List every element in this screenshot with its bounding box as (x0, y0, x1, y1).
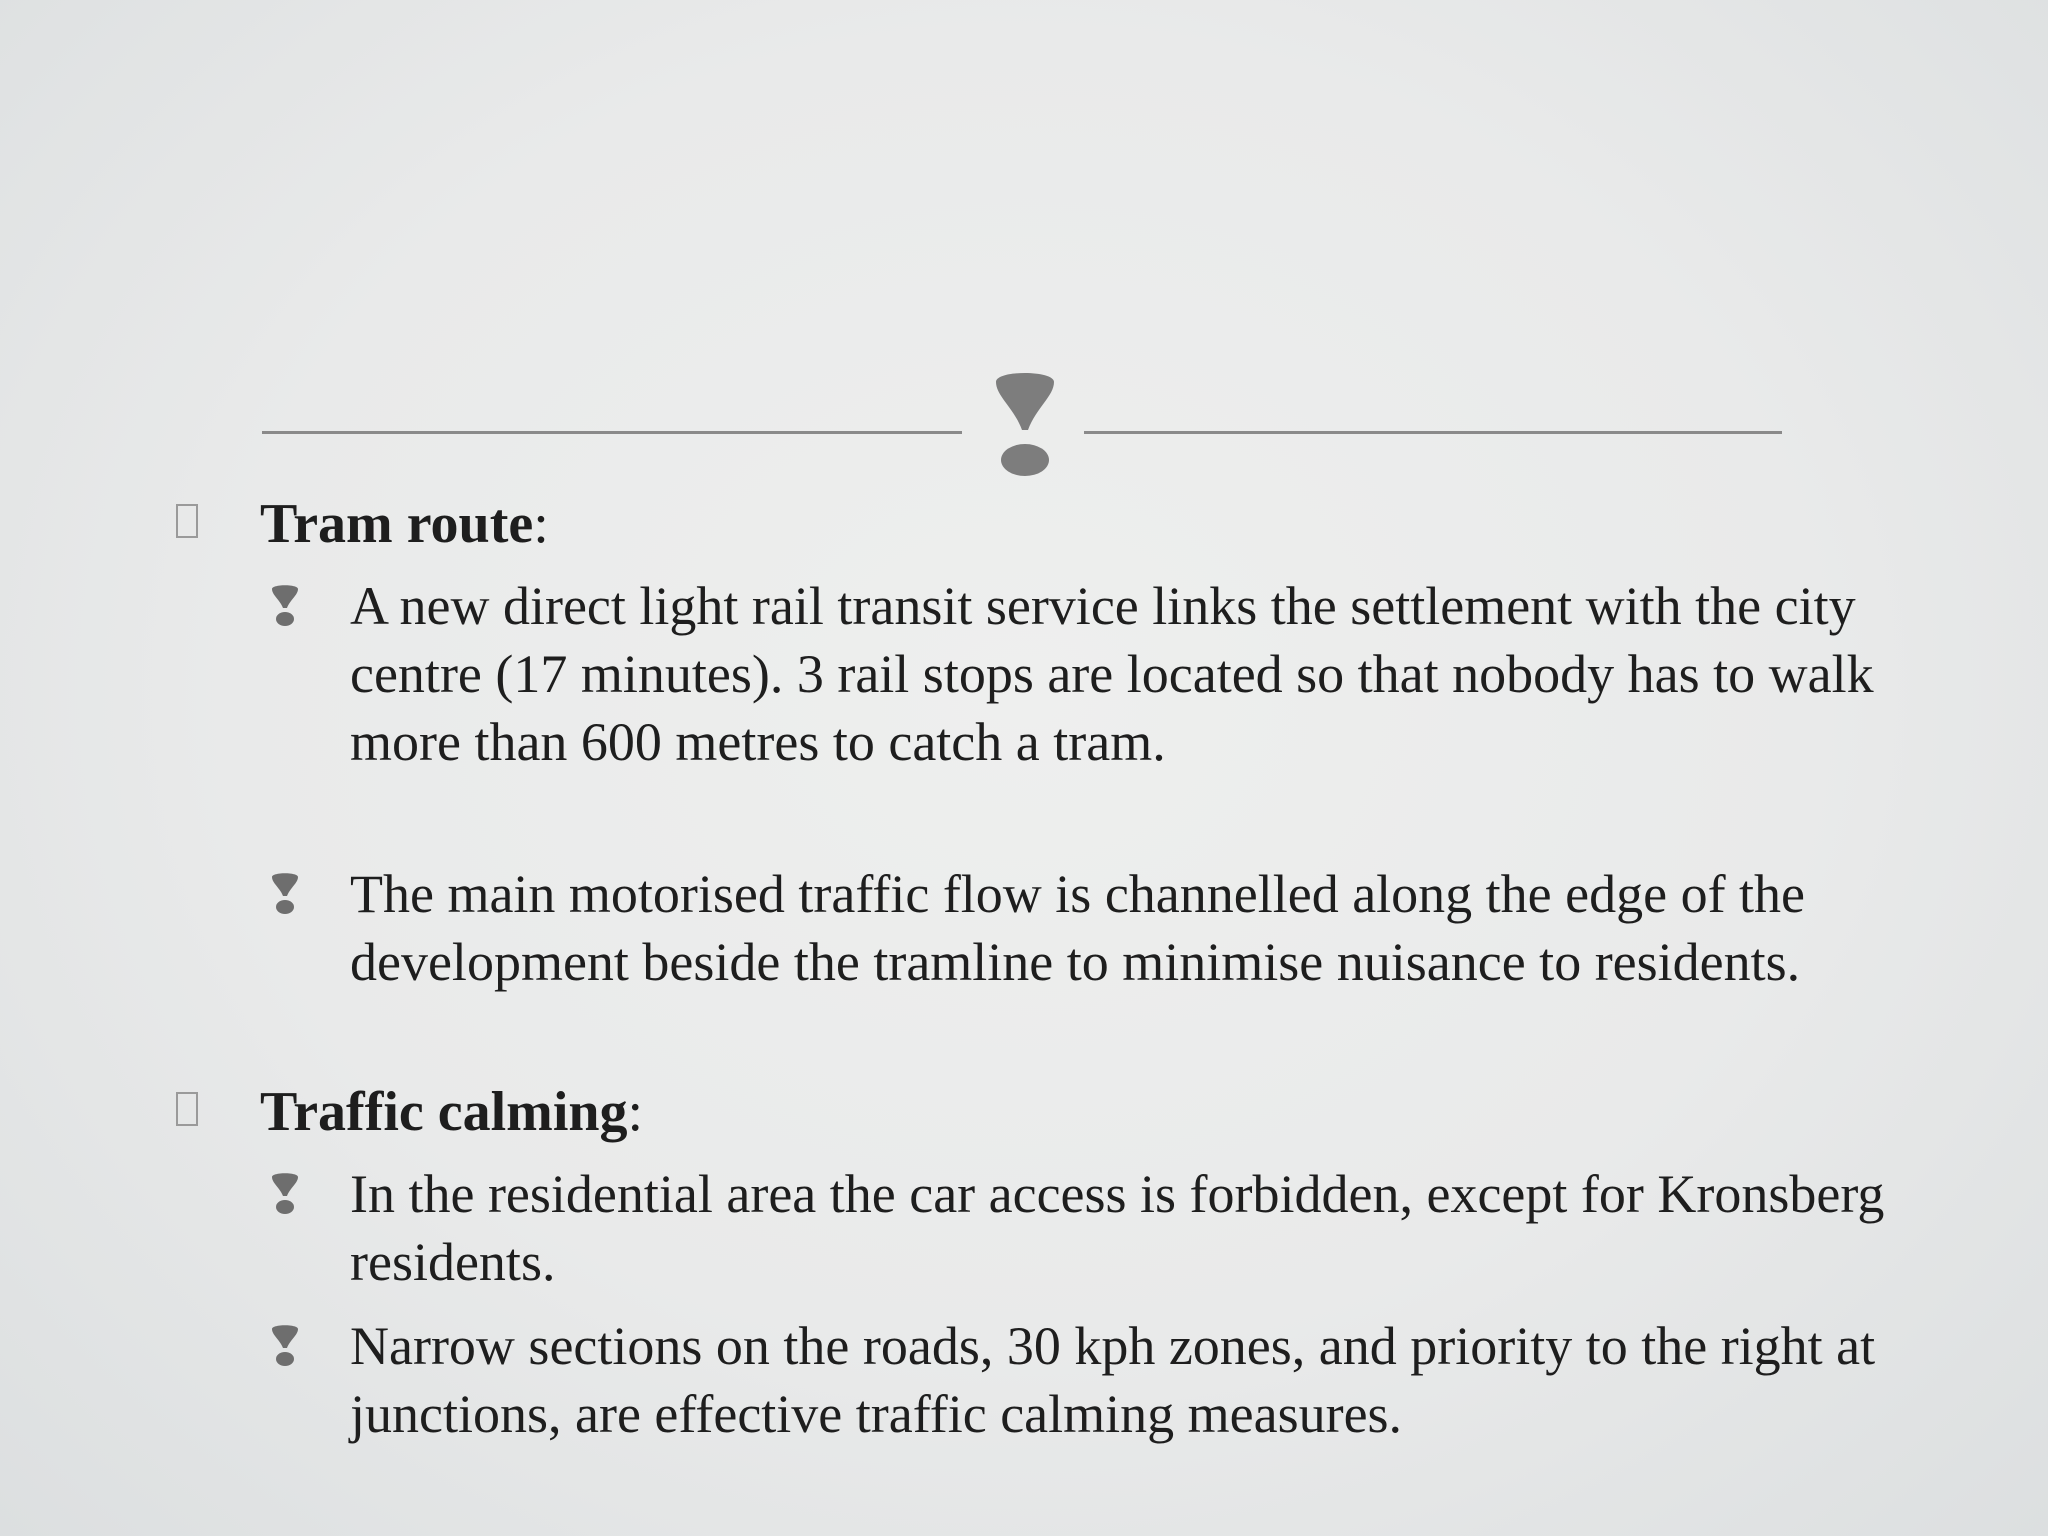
divider-rule-left (262, 431, 962, 434)
heading-colon: : (627, 1081, 644, 1143)
bullet-text: The main motorised traffic flow is channelled along the edge of the development beside the tramline to minimise nuisance to residents. (350, 864, 1806, 992)
bullet-text: In the residential area the car access is forbidden, except for Kronsberg residents. (350, 1164, 1885, 1292)
section-heading (260, 1078, 643, 1146)
section-heading-label: Traffic calming (260, 1081, 628, 1143)
divider-rule-right (1084, 431, 1782, 434)
section-heading (260, 490, 549, 558)
missing-glyph-box-icon (176, 1092, 198, 1126)
ornament-drop-icon (992, 368, 1058, 476)
title-divider (262, 368, 1782, 476)
small-drop-icon (270, 1324, 300, 1368)
bullet-text: Narrow sections on the roads, 30 kph zones, and priority to the right at junctions, are effective traffic calming measures. (350, 1316, 1876, 1444)
missing-glyph-box-icon (176, 504, 198, 538)
bullet-text: A new direct light rail transit service links the settlement with the city centre (17 minutes). 3 rail stops are located so that nobody has to walk more than 600 metres to catch a tram. (350, 576, 1874, 772)
small-drop-icon (270, 1172, 300, 1216)
heading-colon: : (533, 493, 549, 555)
small-drop-icon (270, 872, 300, 916)
section-heading-label: Tram route (260, 493, 534, 555)
small-drop-icon (270, 584, 300, 628)
